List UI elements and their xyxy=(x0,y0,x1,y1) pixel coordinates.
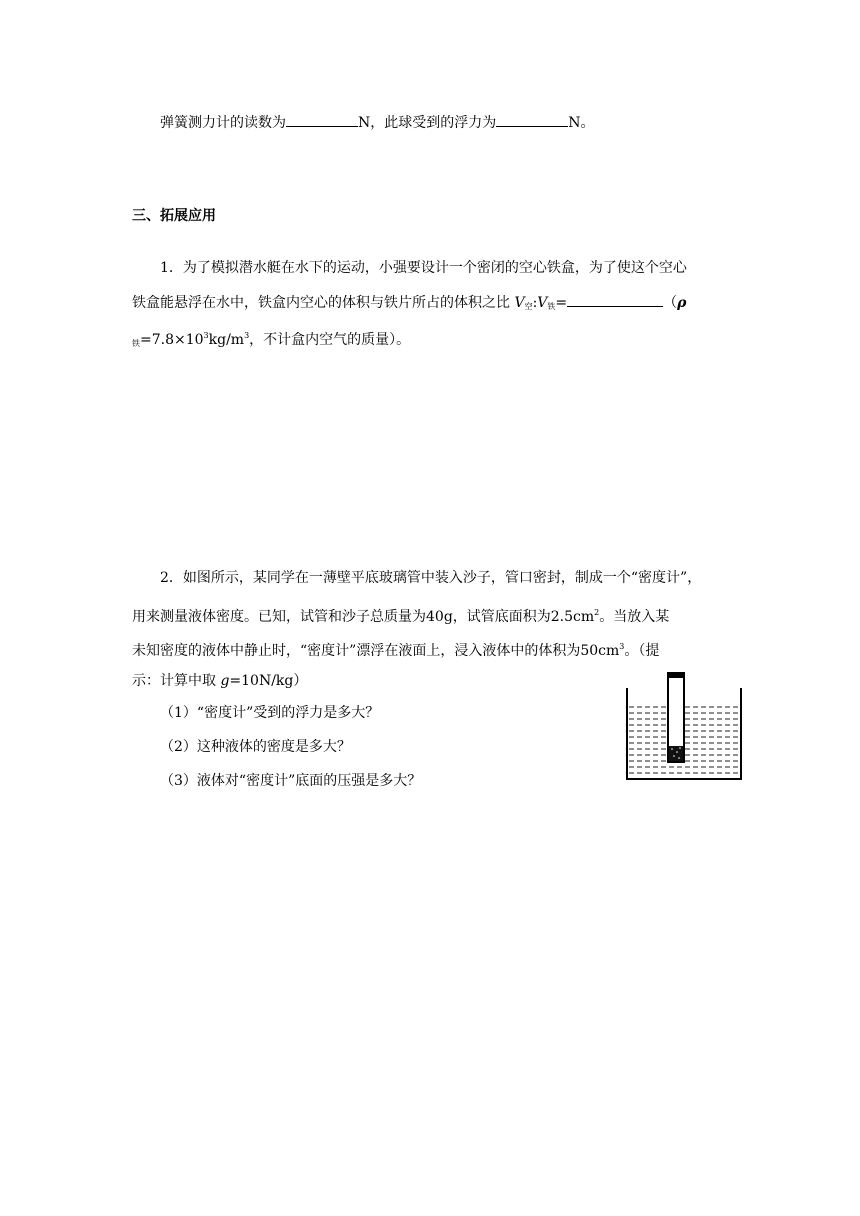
volume-exp: 3 xyxy=(619,642,625,651)
q2-line-2 xyxy=(132,603,669,627)
density-unit: kg/m xyxy=(208,332,245,348)
q2-line-2-text: 用来测量液体密度。已知，试管和沙子总质量为40g，试管底面积为2.5cm xyxy=(132,609,595,625)
equals-sign: = xyxy=(555,295,568,311)
density-meter-diagram xyxy=(620,668,750,788)
top-line-text-1: 弹簧测力计的读数为 xyxy=(160,115,286,131)
top-line-text-2: N，此球受到的浮力为 xyxy=(358,115,497,131)
gravity-symbol: g xyxy=(220,673,230,689)
q2-line-2-end: 。当放入某 xyxy=(599,609,670,625)
density-exp: 3 xyxy=(203,331,209,340)
tube-cap xyxy=(667,672,685,678)
q1-line-1: 1．为了模拟潜水艇在水下的运动，小强要设计一个密闭的空心铁盒，为了使这个空心 xyxy=(160,260,687,276)
top-line-text-3: N。 xyxy=(568,115,595,131)
top-line xyxy=(160,112,595,133)
answer-blank-reading xyxy=(286,112,358,127)
area-exp: 2 xyxy=(594,608,600,617)
q1-line-2 xyxy=(132,292,686,317)
q2-line-3-end: 。（提 xyxy=(624,643,660,659)
q2-line-3-text: 未知密度的液体中静止时，“密度计”漂浮在液面上，浸入液体中的体积为50cm xyxy=(132,643,620,659)
section-heading: 三、拓展应用 xyxy=(132,208,216,224)
answer-blank-ratio xyxy=(567,292,663,307)
volume-symbol-2: V xyxy=(537,295,548,311)
q2-sub-question-3: （3）液体对“密度计”底面的压强是多大？ xyxy=(160,773,422,789)
q1-line-3 xyxy=(132,326,410,354)
q2-line-1: 2．如图所示，某同学在一薄壁平底玻璃管中装入沙子，管口密封，制成一个“密度计”， xyxy=(160,570,702,586)
ratio-colon: : xyxy=(532,295,538,311)
volume-sub-kong: 空 xyxy=(524,302,533,311)
q2-line-4 xyxy=(132,671,307,691)
paren-open: （ xyxy=(663,295,678,311)
q2-sub-question-1: （1）“密度计”受到的浮力是多大？ xyxy=(160,705,380,721)
q2-line-4-end: =10N/kg） xyxy=(229,673,308,689)
sand xyxy=(669,746,683,761)
rho-symbol: ρ xyxy=(677,295,687,311)
q2-sub-question-2: （2）这种液体的密度是多大？ xyxy=(160,739,351,755)
q1-line-2-text: 铁盒能悬浮在水中，铁盒内空心的体积与铁片所占的体积之比 xyxy=(132,295,510,311)
q1-line-3-rest: ，不计盒内空气的质量）。 xyxy=(249,332,411,348)
density-value: =7.8×10 xyxy=(140,332,204,348)
q2-line-4-text: 示：计算中取 xyxy=(132,673,221,689)
density-unit-exp: 3 xyxy=(244,331,250,340)
q2-line-3 xyxy=(132,637,659,661)
rho-sub-tie: 铁 xyxy=(132,339,140,348)
volume-symbol: V xyxy=(514,295,525,311)
answer-blank-buoyancy xyxy=(496,112,568,127)
volume-sub-tie: 铁 xyxy=(547,302,556,311)
